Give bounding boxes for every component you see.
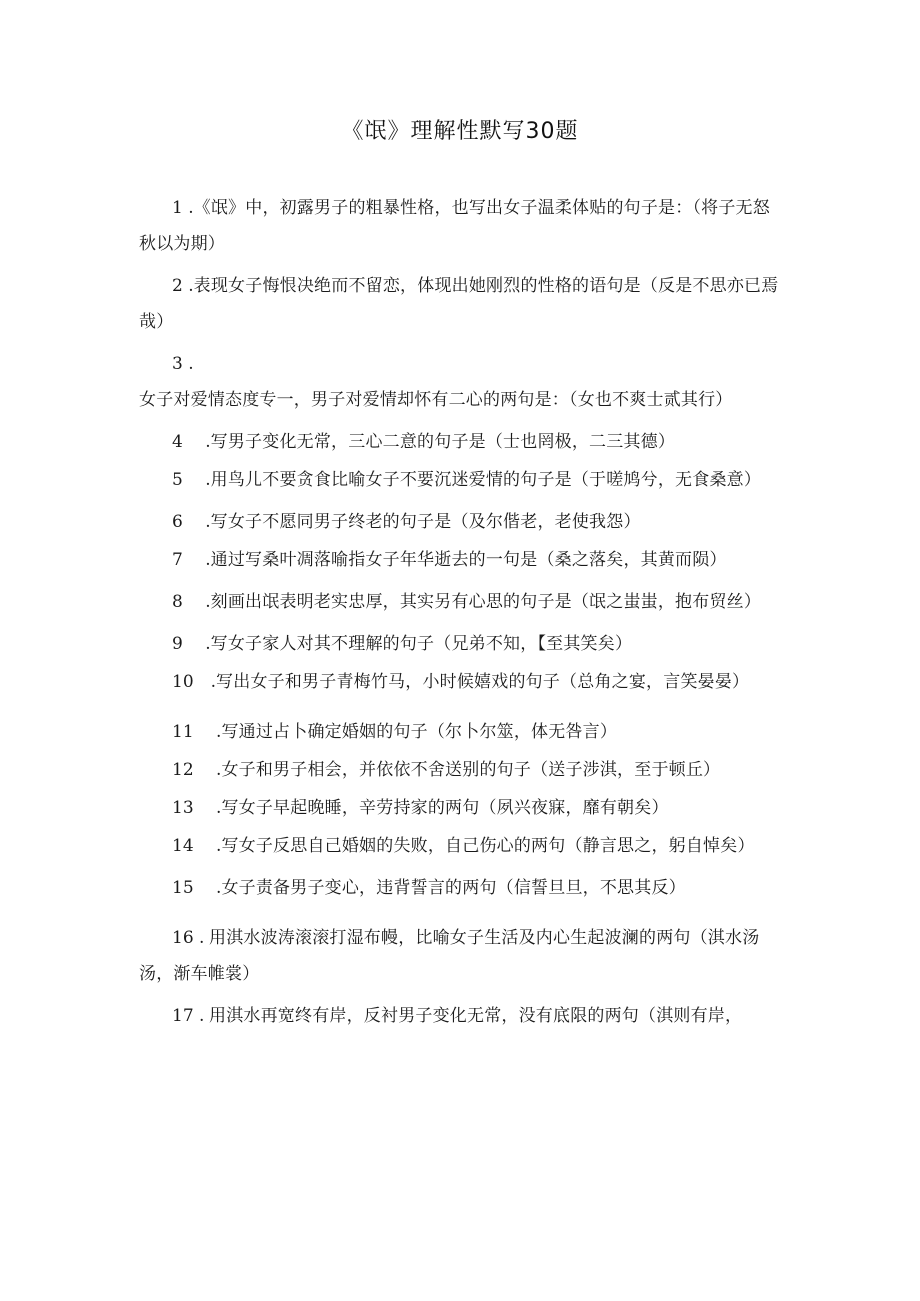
question-item-8 [139,584,785,620]
question-text: 女子责备男子变心，违背誓言的两句（信誓旦旦，不思其反） [221,878,686,898]
question-number: 3 . [172,354,194,374]
page-title: 《氓》理解性默写30题 [341,119,579,144]
question-item-6 [139,504,785,540]
question-text: 用淇水再宽终有岸，反衬男子变化无常，没有底限的两句（淇则有岸， [209,1006,743,1026]
question-text: 女子对爱情态度专一，男子对爱情却怀有二心的两句是：（女也不爽士贰其行） [139,390,733,410]
question-text: 用鸟儿不要贪食比喻女子不要沉迷爱情的句子是（于嗟鸠兮，无食桑意） [210,470,762,490]
question-text: 写通过占卜确定婚姻的句子（尔卜尔筮，体无咎言） [221,722,618,742]
question-list [139,190,785,1036]
question-text: 通过写桑叶凋落喻指女子年华逝去的一句是（桑之落矣，其黄而陨） [210,550,727,570]
question-text: 写女子家人对其不理解的句子（兄弟不知，【至其笑矣） [210,634,633,654]
question-item-7 [139,542,785,578]
question-text: 《氓》中，初露男子的粗暴性格，也写出女子温柔体贴的句子是：（将子无怒秋以为期） [139,198,770,254]
question-text: 写出女子和男子青梅竹马，小时候嬉戏的句子（总角之宴，言笑晏晏） [216,672,750,692]
question-text: 写女子反思自己婚姻的失败，自己伤心的两句（静言思之，躬自悼矣） [221,836,755,856]
question-number: 13 . [172,798,222,818]
question-item-4 [139,424,785,460]
question-item-15 [139,870,785,906]
question-number: 16 . [172,928,205,948]
question-item-1 [139,190,785,262]
question-item-14 [139,828,785,864]
question-item-5 [139,462,785,498]
question-item-9 [139,626,785,662]
question-number: 17 . [172,1006,205,1026]
question-number: 1 . [172,198,194,218]
question-number: 15 . [172,878,222,898]
question-text: 刻画出氓表明老实忠厚，其实另有心思的句子是（氓之蚩蚩，抱布贸丝） [210,592,762,612]
question-number: 5 . [172,470,211,490]
question-text: 写男子变化无常，三心二意的句子是（士也罔极，二三其德） [210,432,676,452]
question-text: 写女子不愿同男子终老的句子是（及尔偕老，老使我怨） [210,512,641,532]
question-item-10 [139,664,785,700]
question-item-13 [139,790,785,826]
question-number: 6 . [172,512,211,532]
question-item-17 [139,998,785,1034]
question-item-2 [139,268,785,340]
question-text: 女子和男子相会，并依依不舍送别的句子（送子涉淇，至于顿丘） [221,760,721,780]
question-number: 8 . [172,592,211,612]
question-number: 2 . [172,276,194,296]
question-number: 11 . [172,722,222,742]
question-item-11 [139,714,785,750]
question-item-3 [139,346,785,418]
question-item-12 [139,752,785,788]
question-number: 14 . [172,836,222,856]
question-item-16 [139,920,785,992]
question-number: 10 . [172,672,217,692]
question-text: 表现女子悔恨决绝而不留恋，体现出她刚烈的性格的语句是（反是不思亦已焉哉） [139,276,779,332]
question-number: 7 . [172,550,211,570]
question-number: 4 . [172,432,211,452]
question-number: 12 . [172,760,222,780]
question-text: 用淇水波涛滚滚打湿布幔，比喻女子生活及内心生起波澜的两句（淇水汤汤，渐车帷裳） [139,928,760,984]
question-number: 9 . [172,634,211,654]
question-text: 写女子早起晚睡，辛劳持家的两句（夙兴夜寐，靡有朝矣） [221,798,669,818]
